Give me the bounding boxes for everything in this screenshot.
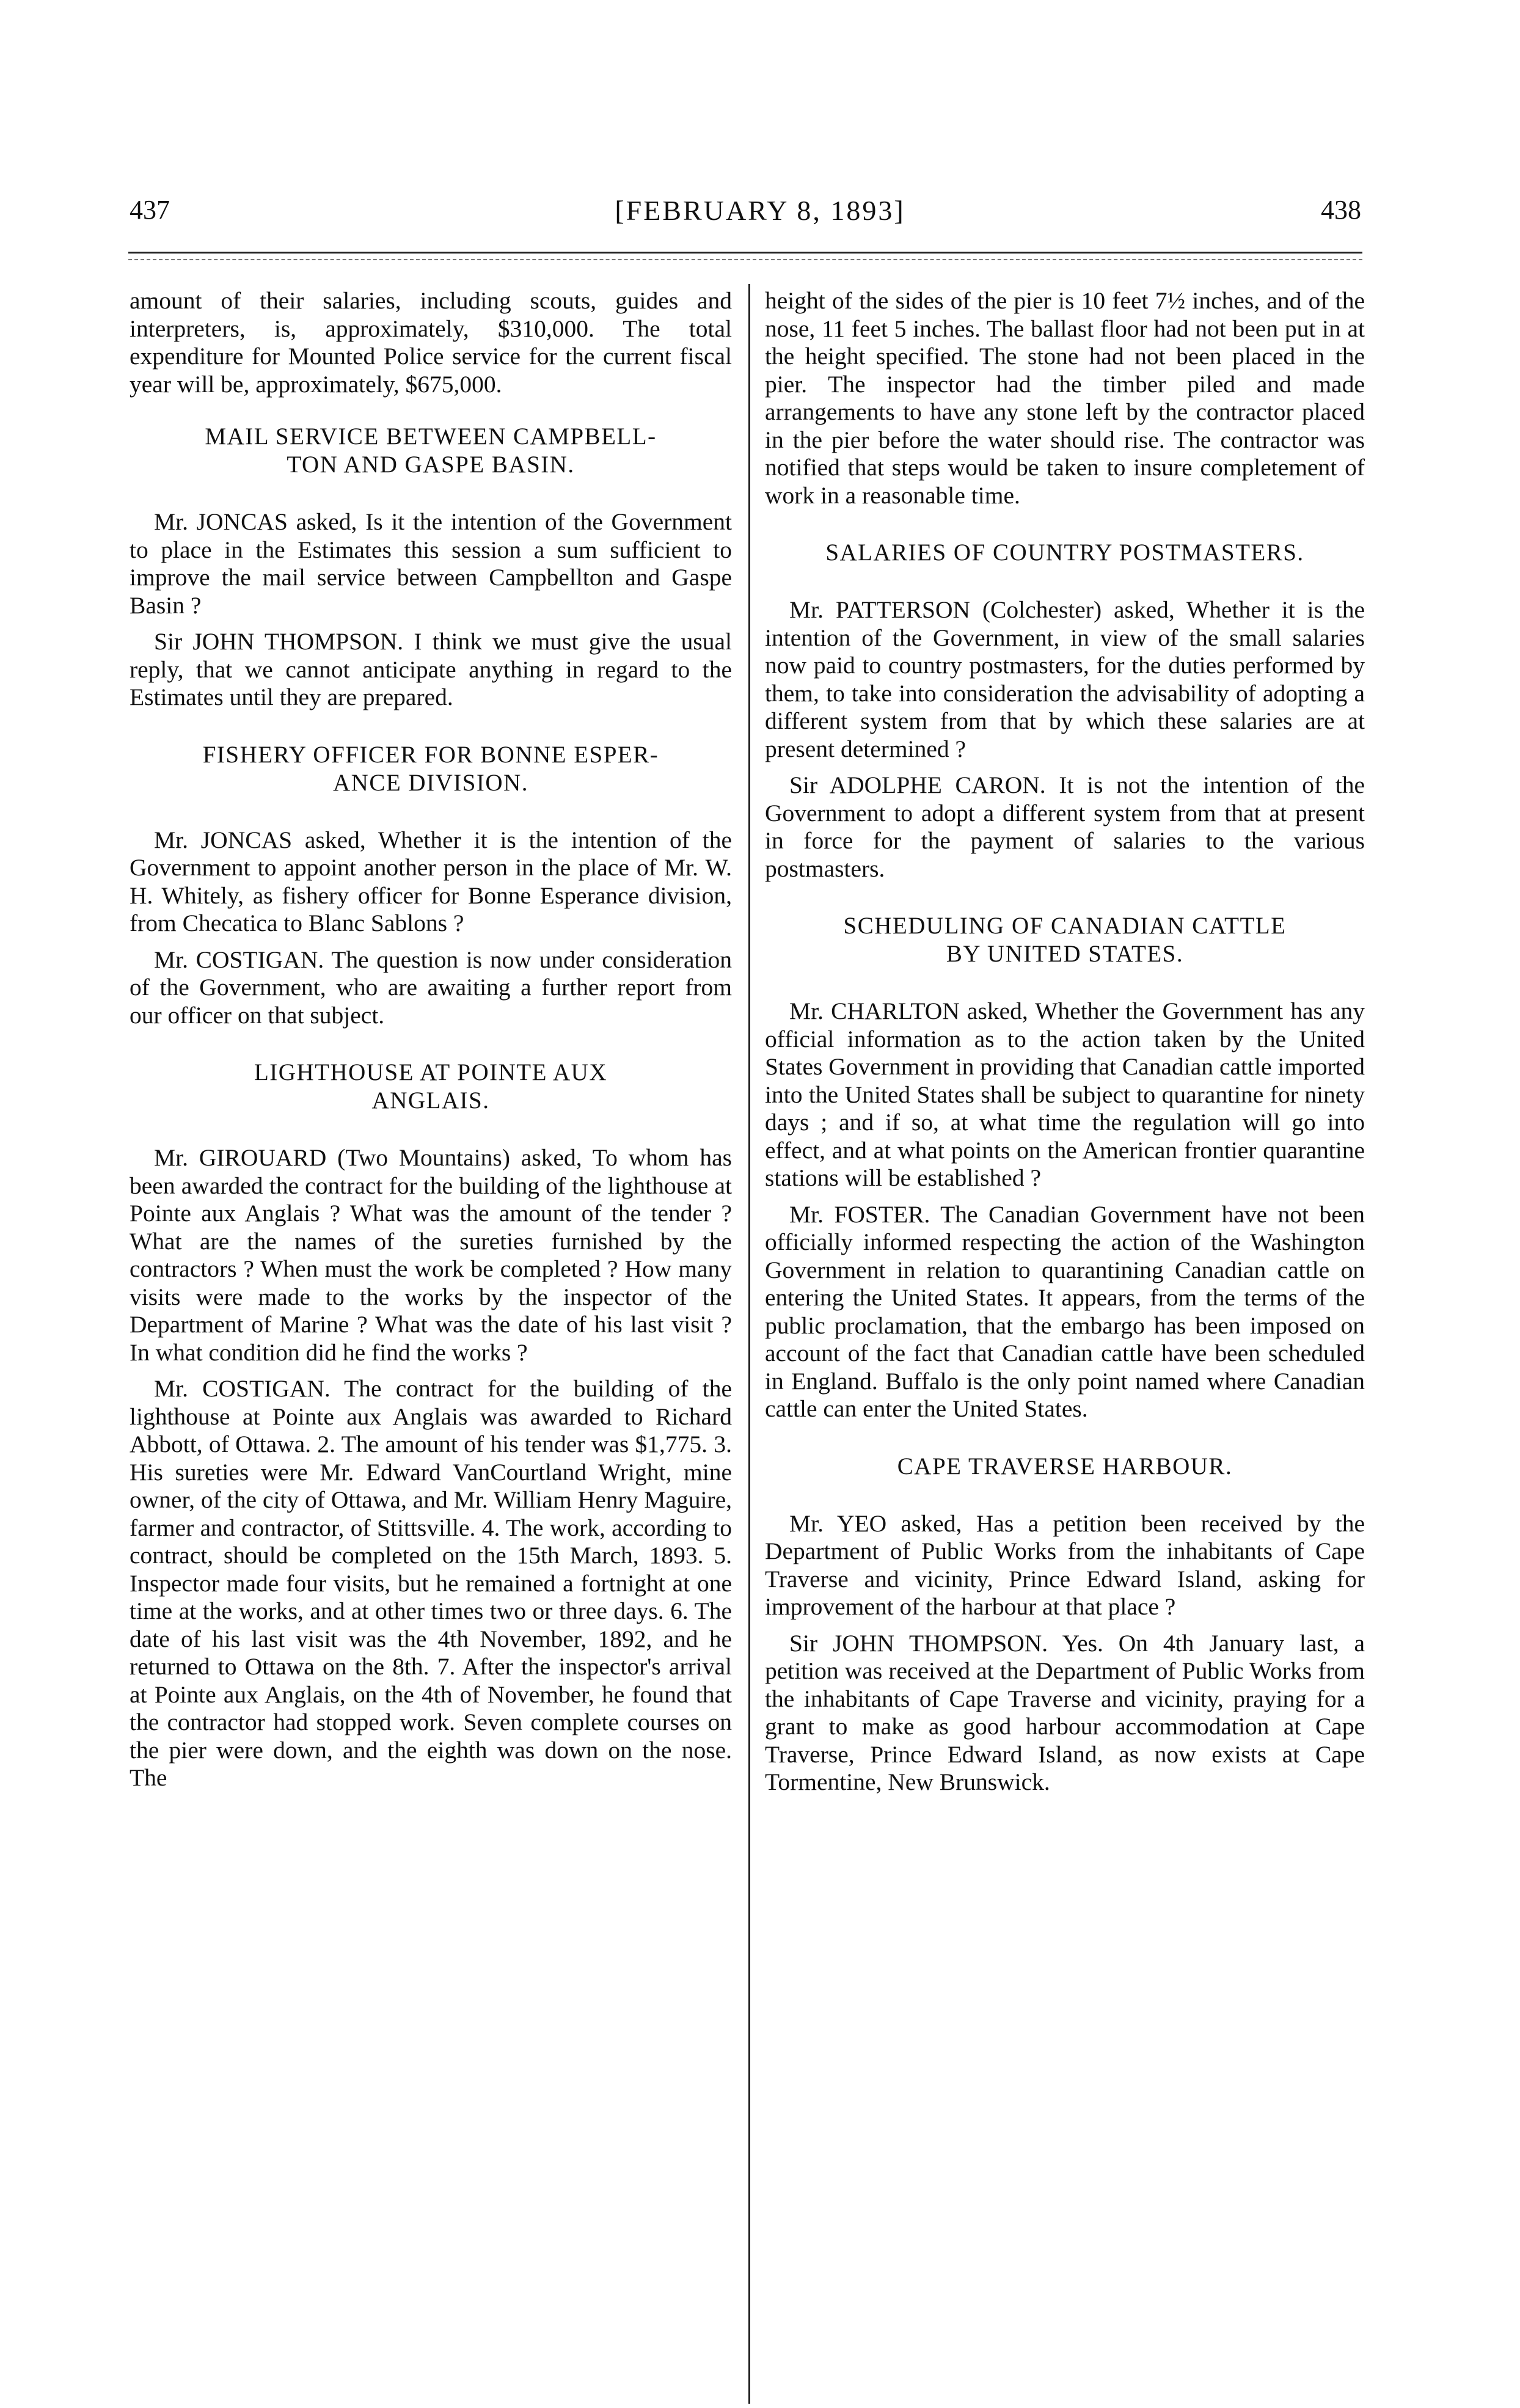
- section-heading-lighthouse: [130, 1059, 732, 1115]
- page-date-header: [FEBRUARY 8, 1893]: [615, 195, 905, 226]
- heading-text: MAIL SERVICE BETWEEN CAMPBELL- TON AND GASPE BASIN.: [205, 423, 657, 478]
- paragraph: amount of their salaries, including scouts, guides and interpreters, is, approximately, $310,000. The total expenditure for Mounted Police service for the current fiscal year will be, approximately, $675,000.: [130, 287, 732, 398]
- paragraph: Sir JOHN THOMPSON. Yes. On 4th January last, a petition was received at the Department of Public Works from the inhabitants of Cape Traverse and vicinity, praying for a grant to make as good harbour accommodation at Cape Traverse, Prince Edward Island, as now exists at Cape Tormentine, New Brunswick.: [765, 1629, 1365, 1795]
- section-heading-fishery-officer: [130, 741, 732, 797]
- section-heading-cattle: [765, 912, 1365, 968]
- section-heading-mail-service: [130, 423, 732, 479]
- paragraph: Mr. CHARLTON asked, Whether the Government has any official information as to the action taken by the United States Government in providing that Canadian cattle imported into the United States shall be subject to quarantine for ninety days ; and if so, at what time the regulation will go into effect, and at what points on the American frontier quarantine stations will be established ?: [765, 998, 1365, 1191]
- paragraph: Sir JOHN THOMPSON. I think we must give the usual reply, that we cannot anticipate anything in regard to the Estimates until they are prepared.: [130, 628, 732, 710]
- heading-text: SCHEDULING OF CANADIAN CATTLE BY UNITED STATES.: [843, 913, 1287, 967]
- paragraph: Mr. JONCAS asked, Is it the intention of the Government to place in the Estimates this session a sum sufficient to improve the mail service between Campbellton and Gaspe Basin ?: [130, 508, 732, 619]
- section-heading-postmasters: [765, 539, 1365, 567]
- right-column: [765, 287, 1365, 1805]
- page-number-left: 437: [130, 195, 170, 225]
- paragraph: Mr. GIROUARD (Two Mountains) asked, To whom has been awarded the contract for the building of the lighthouse at Pointe aux Anglais ? What was the amount of the tender ? What are the names of the sureties furnished by the contractors ? When must the work be completed ? How many visits were made to the works by the inspector of the Department of Marine ? What was the date of his last visit ? In what condition did he find the works ?: [130, 1144, 732, 1366]
- section-heading-cape-traverse: [765, 1453, 1365, 1481]
- header-rule: [128, 252, 1362, 254]
- heading-text: LIGHTHOUSE AT POINTE AUX ANGLAIS.: [254, 1059, 608, 1114]
- heading-text: FISHERY OFFICER FOR BONNE ESPER- ANCE DIVISION.: [202, 741, 659, 796]
- heading-text: SALARIES OF COUNTRY POSTMASTERS.: [825, 539, 1304, 566]
- page-number-right: 438: [1321, 195, 1361, 225]
- left-column: [130, 287, 732, 1801]
- column-divider: [748, 284, 750, 2404]
- paragraph: Mr. YEO asked, Has a petition been received by the Department of Public Works from the inhabitants of Cape Traverse and vicinity, Prince Edward Island, asking for improvement of the harbour at that place ?: [765, 1509, 1365, 1620]
- paragraph: Sir ADOLPHE CARON. It is not the intention of the Government to adopt a different system from that at present in force for the payment of salaries to the various postmasters.: [765, 772, 1365, 882]
- paragraph: Mr. COSTIGAN. The contract for the building of the lighthouse at Pointe aux Anglais was awarded to Richard Abbott, of Ottawa. 2. The amount of his tender was $1,775. 3. His sureties were Mr. Edward VanCourtland Wright, mine owner, of the city of Ottawa, and Mr. William Henry Maguire, farmer and contractor, of Stittsville. 4. The work, according to contract, should be completed on the 15th March, 1893. 5. Inspector made four visits, but he remained a fortnight at one time at the works, and at other times two or three days. 6. The date of his last visit was the 4th November, 1892, and he returned to Ottawa on the 8th. 7. After the inspector's arrival at Pointe aux Anglais, on the 4th of November, he found that the contractor had stopped work. Seven complete courses on the pier were down, and the eighth was down on the nose. The: [130, 1375, 732, 1791]
- paragraph: Mr. COSTIGAN. The question is now under consideration of the Government, who are awaiting a further report from our officer on that subject.: [130, 946, 732, 1029]
- paragraph: Mr. JONCAS asked, Whether it is the intention of the Government to appoint another person in the place of Mr. W. H. Whitely, as fishery officer for Bonne Esperance division, from Checatica to Blanc Sablons ?: [130, 826, 732, 936]
- paragraph: Mr. PATTERSON (Colchester) asked, Whether it is the intention of the Government, in view of the small salaries now paid to country postmasters, for the duties performed by them, to take into consideration the advisability of adopting a different system from that by which these salaries are at present determined ?: [765, 596, 1365, 762]
- header-rule-dotted: [128, 259, 1362, 260]
- paragraph: height of the sides of the pier is 10 feet 7½ inches, and of the nose, 11 feet 5 inches. The ballast floor had not been put in at the height specified. The stone had not been placed in the pier. The inspector had the timber piled and made arrangements to have any stone left by the contractor placed in the pier before the water should rise. The contractor was notified that steps would be taken to insure completement of work in a reasonable time.: [765, 287, 1365, 509]
- heading-text: CAPE TRAVERSE HARBOUR.: [897, 1453, 1233, 1479]
- paragraph: Mr. FOSTER. The Canadian Government have not been officially informed respecting the action of the Washington Government in relation to quarantining Canadian cattle on entering the United States. It appears, from the terms of the public proclamation, that the embargo has been imposed on account of the fact that Canadian cattle have been scheduled in England. Buffalo is the only point named where Canadian cattle can enter the United States.: [765, 1200, 1365, 1422]
